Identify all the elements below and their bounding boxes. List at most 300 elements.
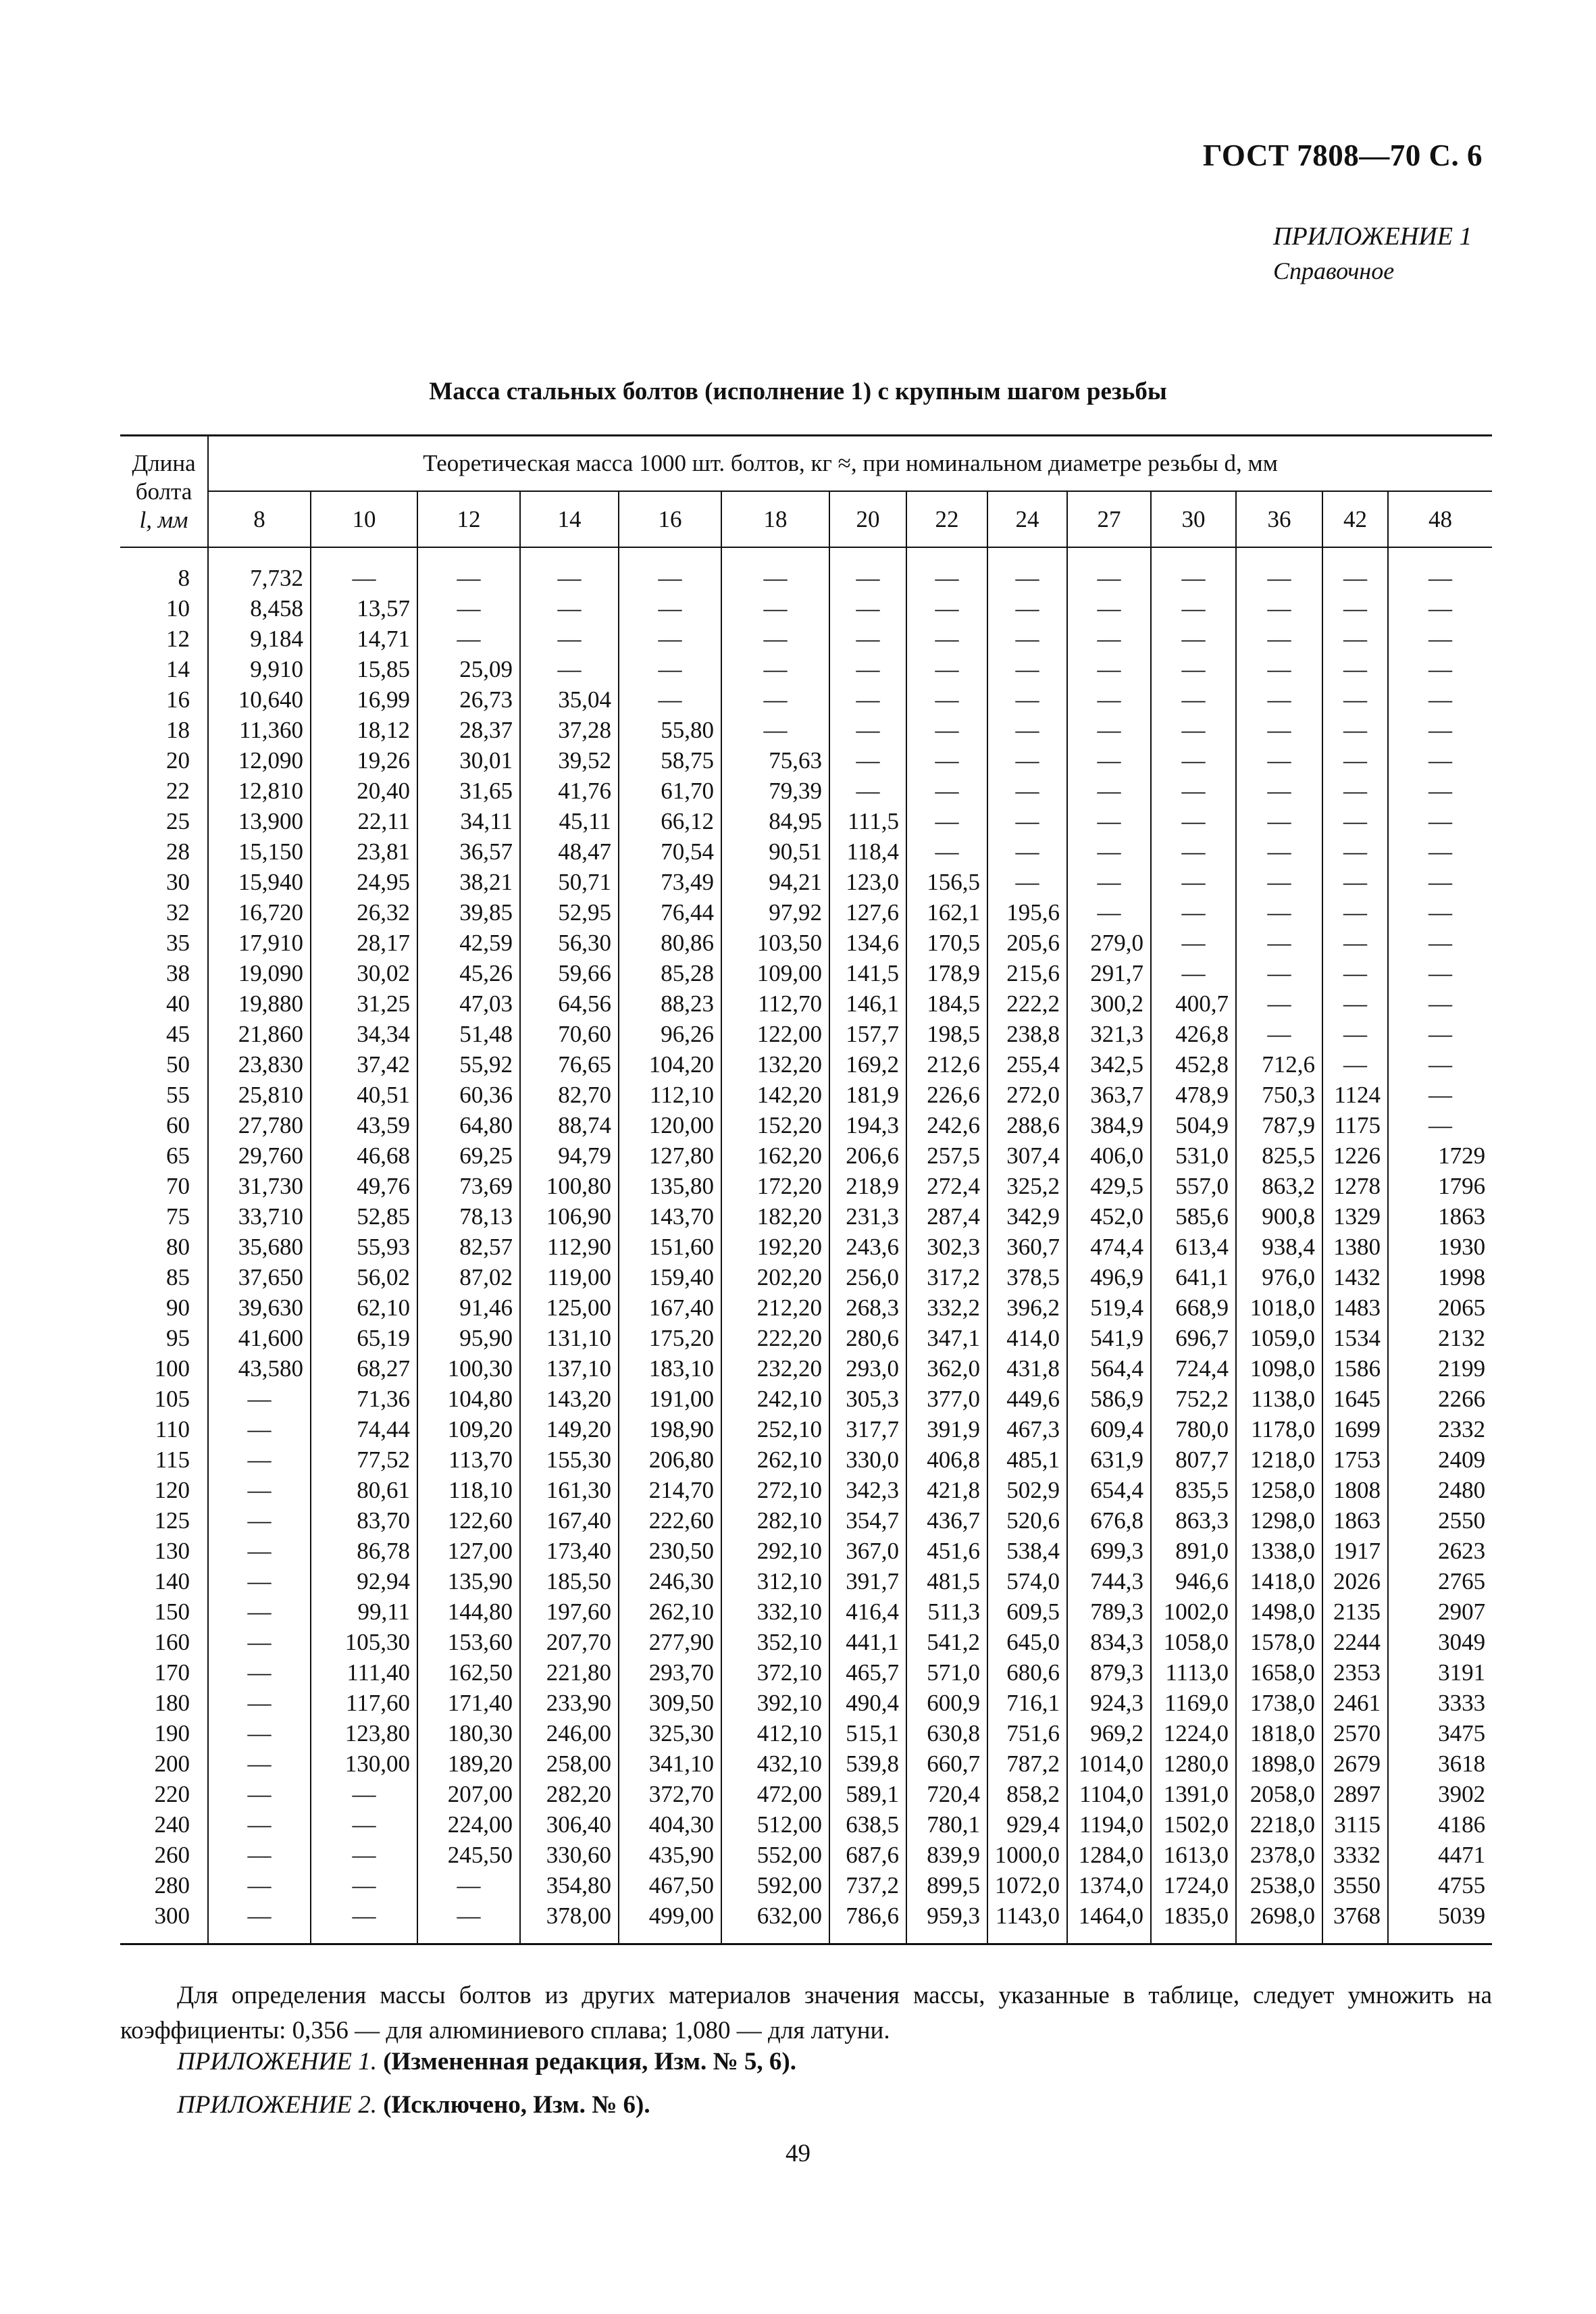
- length-cell: 95: [166, 1325, 190, 1351]
- mass-cell: 2679: [1322, 1749, 1388, 1779]
- mass-cell: 609,5: [987, 1596, 1067, 1627]
- mass-cell: —: [1322, 593, 1388, 624]
- table-row: [120, 1414, 1492, 1444]
- mass-cell: 68,27: [311, 1353, 417, 1384]
- mass-cell: 161,30: [520, 1475, 619, 1505]
- table-row: [120, 958, 1492, 988]
- mass-cell: 4755: [1388, 1870, 1492, 1901]
- mass-cell: 400,7: [1151, 988, 1236, 1019]
- mass-cell: 95,90: [417, 1323, 520, 1353]
- mass-cell: 2026: [1322, 1566, 1388, 1596]
- length-cell: 105: [154, 1386, 190, 1412]
- mass-cell: —: [829, 654, 906, 684]
- mass-cell: 69,25: [417, 1140, 520, 1171]
- mass-cell: 41,600: [208, 1323, 311, 1353]
- mass-cell: 222,60: [619, 1505, 721, 1536]
- mass-cell: 119,00: [520, 1262, 619, 1292]
- mass-cell: 1658,0: [1236, 1657, 1322, 1688]
- mass-cell: —: [1151, 867, 1236, 897]
- table-row: [120, 684, 1492, 715]
- mass-cell: 1000,0: [987, 1840, 1067, 1870]
- mass-cell: 61,70: [619, 776, 721, 806]
- table-row: [120, 928, 1492, 958]
- mass-cell: 47,03: [417, 988, 520, 1019]
- mass-cell: —: [208, 1627, 311, 1657]
- table-row: [120, 806, 1492, 836]
- length-cell: 8: [178, 565, 190, 591]
- mass-cell: —: [208, 1444, 311, 1475]
- table-row: [120, 1536, 1492, 1566]
- mass-cell: —: [311, 1779, 417, 1809]
- mass-cell: 341,10: [619, 1749, 721, 1779]
- mass-cell: 863,2: [1236, 1171, 1322, 1201]
- length-cell: 220: [154, 1781, 190, 1807]
- mass-cell: 632,00: [721, 1901, 829, 1944]
- mass-cell: 280,6: [829, 1323, 906, 1353]
- table-row: [120, 1809, 1492, 1840]
- mass-cell: 2461: [1322, 1688, 1388, 1718]
- mass-cell: 724,4: [1151, 1353, 1236, 1384]
- mass-cell: 100,30: [417, 1353, 520, 1384]
- mass-cell: 392,10: [721, 1688, 829, 1718]
- mass-cell: 144,80: [417, 1596, 520, 1627]
- mass-cell: 9,184: [208, 624, 311, 654]
- mass-cell: 1645: [1322, 1384, 1388, 1414]
- mass-cell: 262,10: [721, 1444, 829, 1475]
- table-row: [120, 1292, 1492, 1323]
- mass-cell: 49,76: [311, 1171, 417, 1201]
- appendix-note-2-label: ПРИЛОЖЕНИЕ 2.: [177, 2091, 377, 2119]
- length-cell: 25: [166, 808, 190, 834]
- mass-cell: —: [829, 624, 906, 654]
- mass-cell: —: [1236, 867, 1322, 897]
- mass-cell: 146,1: [829, 988, 906, 1019]
- mass-cell: 1898,0: [1236, 1749, 1322, 1779]
- mass-cell: 2244: [1322, 1627, 1388, 1657]
- table-row: [120, 1870, 1492, 1901]
- table-row: [120, 1657, 1492, 1688]
- mass-cell: —: [417, 1901, 520, 1944]
- mass-cell: 360,7: [987, 1232, 1067, 1262]
- mass-cell: 354,80: [520, 1870, 619, 1901]
- mass-cell: 78,13: [417, 1201, 520, 1232]
- mass-cell: —: [987, 836, 1067, 867]
- length-cell: 60: [166, 1112, 190, 1138]
- mass-cell: 377,0: [906, 1384, 987, 1414]
- mass-cell: —: [311, 1809, 417, 1840]
- mass-cell: 205,6: [987, 928, 1067, 958]
- mass-cell: 2266: [1388, 1384, 1492, 1414]
- mass-cell: —: [987, 776, 1067, 806]
- mass-cell: 2623: [1388, 1536, 1492, 1566]
- mass-cell: 45,11: [520, 806, 619, 836]
- mass-cell: —: [829, 547, 906, 593]
- mass-cell: 143,70: [619, 1201, 721, 1232]
- mass-cell: 39,85: [417, 897, 520, 928]
- mass-cell: 207,00: [417, 1779, 520, 1809]
- mass-cell: 73,69: [417, 1171, 520, 1201]
- mass-cell: 347,1: [906, 1323, 987, 1353]
- mass-cell: 1072,0: [987, 1870, 1067, 1901]
- mass-cell: 52,85: [311, 1201, 417, 1232]
- mass-cell: 291,7: [1067, 958, 1151, 988]
- mass-cell: 26,32: [311, 897, 417, 928]
- diameter-header: 42: [1322, 491, 1388, 547]
- mass-cell: 654,4: [1067, 1475, 1151, 1505]
- mass-cell: —: [1236, 1019, 1322, 1049]
- mass-cell: 34,11: [417, 806, 520, 836]
- mass-cell: 1338,0: [1236, 1536, 1322, 1566]
- table-caption: Масса стальных болтов (исполнение 1) с крупным шагом резьбы: [429, 378, 1167, 405]
- mass-cell: 2378,0: [1236, 1840, 1322, 1870]
- mass-cell: —: [906, 715, 987, 745]
- mass-cell: 135,80: [619, 1171, 721, 1201]
- mass-cell: 426,8: [1151, 1019, 1236, 1049]
- mass-cell: —: [1151, 593, 1236, 624]
- mass-cell: —: [987, 547, 1067, 593]
- mass-cell: 2065: [1388, 1292, 1492, 1323]
- mass-cell: —: [987, 745, 1067, 776]
- mass-cell: 531,0: [1151, 1140, 1236, 1171]
- mass-cell: 169,2: [829, 1049, 906, 1080]
- mass-cell: 272,4: [906, 1171, 987, 1201]
- mass-cell: —: [906, 776, 987, 806]
- length-cell: 14: [166, 656, 190, 682]
- mass-cell: 23,830: [208, 1049, 311, 1080]
- mass-cell: 34,34: [311, 1019, 417, 1049]
- mass-cell: 2409: [1388, 1444, 1492, 1475]
- mass-cell: 118,10: [417, 1475, 520, 1505]
- mass-cell: 43,59: [311, 1110, 417, 1140]
- mass-cell: —: [1388, 593, 1492, 624]
- mass-cell: 13,900: [208, 806, 311, 836]
- table-row: [120, 1475, 1492, 1505]
- mass-cell: 929,4: [987, 1809, 1067, 1840]
- mass-cell: 363,7: [1067, 1080, 1151, 1110]
- length-cell: 120: [154, 1477, 190, 1503]
- mass-cell: 51,48: [417, 1019, 520, 1049]
- mass-cell: —: [1151, 806, 1236, 836]
- mass-cell: 1143,0: [987, 1901, 1067, 1944]
- mass-cell: —: [1388, 806, 1492, 836]
- mass-cell: 118,4: [829, 836, 906, 867]
- mass-cell: 3902: [1388, 1779, 1492, 1809]
- mass-cell: —: [1236, 928, 1322, 958]
- mass-cell: 2058,0: [1236, 1779, 1322, 1809]
- mass-cell: 175,20: [619, 1323, 721, 1353]
- mass-cell: 1194,0: [1067, 1809, 1151, 1840]
- mass-cell: —: [417, 1870, 520, 1901]
- mass-cell: 342,3: [829, 1475, 906, 1505]
- mass-cell: 19,090: [208, 958, 311, 988]
- mass-cell: 354,7: [829, 1505, 906, 1536]
- mass-cell: 3191: [1388, 1657, 1492, 1688]
- mass-cell: 499,00: [619, 1901, 721, 1944]
- table-row: [120, 1688, 1492, 1718]
- mass-cell: 449,6: [987, 1384, 1067, 1414]
- mass-cell: 1002,0: [1151, 1596, 1236, 1627]
- mass-cell: —: [208, 1749, 311, 1779]
- mass-cell: 88,74: [520, 1110, 619, 1140]
- mass-cell: 162,1: [906, 897, 987, 928]
- mass-cell: 100,80: [520, 1171, 619, 1201]
- length-cell: 150: [154, 1599, 190, 1625]
- mass-cell: 134,6: [829, 928, 906, 958]
- mass-cell: 467,50: [619, 1870, 721, 1901]
- mass-cell: 1218,0: [1236, 1444, 1322, 1475]
- appendix-note-1-text: (Измененная редакция, Изм. № 5, 6).: [383, 2048, 796, 2076]
- mass-cell: 1058,0: [1151, 1627, 1236, 1657]
- mass-cell: 232,20: [721, 1353, 829, 1384]
- mass-cell: 631,9: [1067, 1444, 1151, 1475]
- mass-cell: 1018,0: [1236, 1292, 1322, 1323]
- table-row: [120, 1749, 1492, 1779]
- mass-cell: —: [1236, 715, 1322, 745]
- length-cell: 125: [154, 1507, 190, 1534]
- mass-cell: —: [1151, 547, 1236, 593]
- mass-cell: 222,2: [987, 988, 1067, 1019]
- mass-cell: —: [208, 1505, 311, 1536]
- length-cell: 170: [154, 1659, 190, 1686]
- mass-cell: —: [208, 1475, 311, 1505]
- mass-cell: 2135: [1322, 1596, 1388, 1627]
- mass-cell: —: [987, 624, 1067, 654]
- mass-cell: 302,3: [906, 1232, 987, 1262]
- mass-cell: 123,0: [829, 867, 906, 897]
- mass-cell: 391,7: [829, 1566, 906, 1596]
- length-cell: 22: [166, 778, 190, 804]
- mass-cell: 1699: [1322, 1414, 1388, 1444]
- appendix-note-1-label: ПРИЛОЖЕНИЕ 1.: [177, 2048, 377, 2076]
- mass-cell: —: [829, 776, 906, 806]
- mass-cell: —: [1236, 654, 1322, 684]
- mass-cell: 288,6: [987, 1110, 1067, 1140]
- mass-cell: —: [1388, 867, 1492, 897]
- table-row: [120, 1444, 1492, 1475]
- mass-cell: 10,640: [208, 684, 311, 715]
- mass-cell: 574,0: [987, 1566, 1067, 1596]
- mass-cell: 541,2: [906, 1627, 987, 1657]
- mass-cell: 502,9: [987, 1475, 1067, 1505]
- mass-cell: 25,810: [208, 1080, 311, 1110]
- length-cell: 240: [154, 1811, 190, 1838]
- table-row: [120, 715, 1492, 745]
- mass-cell: 3332: [1322, 1840, 1388, 1870]
- table-row: [120, 1384, 1492, 1414]
- mass-cell: 362,0: [906, 1353, 987, 1384]
- mass-cell: —: [721, 547, 829, 593]
- mass-cell: 737,2: [829, 1870, 906, 1901]
- mass-cell: 586,9: [1067, 1384, 1151, 1414]
- mass-cell: 22,11: [311, 806, 417, 836]
- length-header-line-1: Длина: [132, 449, 196, 476]
- mass-cell: 26,73: [417, 684, 520, 715]
- mass-cell: 28,37: [417, 715, 520, 745]
- mass-cell: 27,780: [208, 1110, 311, 1140]
- mass-cell: —: [1322, 867, 1388, 897]
- mass-cell: 3618: [1388, 1749, 1492, 1779]
- mass-cell: 75,63: [721, 745, 829, 776]
- mass-cell: 1284,0: [1067, 1840, 1151, 1870]
- mass-cell: —: [987, 715, 1067, 745]
- length-header-line-2: болта: [135, 478, 192, 505]
- mass-cell: 55,80: [619, 715, 721, 745]
- mass-cell: 246,30: [619, 1566, 721, 1596]
- length-cell: 35: [166, 930, 190, 956]
- table-row: [120, 1627, 1492, 1657]
- mass-cell: —: [208, 1840, 311, 1870]
- mass-cell: 1613,0: [1151, 1840, 1236, 1870]
- mass-cell: —: [1236, 745, 1322, 776]
- mass-cell: 306,40: [520, 1809, 619, 1840]
- length-cell: 140: [154, 1568, 190, 1594]
- mass-cell: 589,1: [829, 1779, 906, 1809]
- length-cell: 10: [166, 595, 190, 622]
- mass-cell: 40,51: [311, 1080, 417, 1110]
- mass-cell: 557,0: [1151, 1171, 1236, 1201]
- mass-cell: 900,8: [1236, 1201, 1322, 1232]
- mass-cell: —: [1388, 836, 1492, 867]
- mass-cell: —: [1236, 776, 1322, 806]
- mass-cell: 91,46: [417, 1292, 520, 1323]
- mass-cell: 46,68: [311, 1140, 417, 1171]
- mass-cell: 94,79: [520, 1140, 619, 1171]
- mass-cell: 1391,0: [1151, 1779, 1236, 1809]
- length-cell: 85: [166, 1264, 190, 1290]
- mass-cell: 342,5: [1067, 1049, 1151, 1080]
- mass-cell: 321,3: [1067, 1019, 1151, 1049]
- mass-cell: —: [1322, 547, 1388, 593]
- mass-cell: —: [1322, 806, 1388, 836]
- mass-cell: 272,10: [721, 1475, 829, 1505]
- length-cell: 28: [166, 838, 190, 865]
- mass-cell: 16,99: [311, 684, 417, 715]
- bolt-mass-table: [120, 434, 1492, 1945]
- mass-cell: 1258,0: [1236, 1475, 1322, 1505]
- mass-cell: 1432: [1322, 1262, 1388, 1292]
- length-cell: 16: [166, 686, 190, 713]
- mass-cell: 246,00: [520, 1718, 619, 1749]
- mass-cell: 30,01: [417, 745, 520, 776]
- mass-cell: 43,580: [208, 1353, 311, 1384]
- mass-cell: 786,6: [829, 1901, 906, 1944]
- mass-cell: 55,92: [417, 1049, 520, 1080]
- mass-cell: 3550: [1322, 1870, 1388, 1901]
- mass-cell: 325,2: [987, 1171, 1067, 1201]
- length-cell: 90: [166, 1294, 190, 1321]
- mass-cell: 325,30: [619, 1718, 721, 1749]
- mass-cell: 406,0: [1067, 1140, 1151, 1171]
- table-row: [120, 836, 1492, 867]
- mass-cell: 485,1: [987, 1444, 1067, 1475]
- mass-cell: 467,3: [987, 1414, 1067, 1444]
- mass-cell: 206,80: [619, 1444, 721, 1475]
- mass-cell: 106,90: [520, 1201, 619, 1232]
- mass-cell: 127,00: [417, 1536, 520, 1566]
- mass-cell: —: [1388, 654, 1492, 684]
- mass-cell: 258,00: [520, 1749, 619, 1779]
- mass-cell: 478,9: [1151, 1080, 1236, 1110]
- mass-cell: 141,5: [829, 958, 906, 988]
- mass-cell: 36,57: [417, 836, 520, 867]
- mass-cell: 109,20: [417, 1414, 520, 1444]
- mass-cell: 104,80: [417, 1384, 520, 1414]
- mass-cell: 215,6: [987, 958, 1067, 988]
- mass-cell: —: [208, 1657, 311, 1688]
- mass-cell: 8,458: [208, 593, 311, 624]
- table-row: [120, 988, 1492, 1019]
- mass-cell: 262,10: [619, 1596, 721, 1627]
- mass-cell: —: [1151, 928, 1236, 958]
- diameter-header: 30: [1151, 491, 1236, 547]
- mass-cell: 1380: [1322, 1232, 1388, 1262]
- mass-cell: —: [208, 1809, 311, 1840]
- mass-cell: 159,40: [619, 1262, 721, 1292]
- diameter-header: 8: [208, 491, 311, 547]
- length-cell: 45: [166, 1021, 190, 1047]
- length-header-line-3: l, мм: [139, 506, 188, 533]
- mass-cell: 31,730: [208, 1171, 311, 1201]
- mass-cell: —: [311, 1870, 417, 1901]
- mass-cell: 4186: [1388, 1809, 1492, 1840]
- mass-cell: —: [987, 867, 1067, 897]
- mass-cell: 11,360: [208, 715, 311, 745]
- mass-cell: 109,00: [721, 958, 829, 988]
- mass-cell: —: [1151, 897, 1236, 928]
- mass-cell: 243,6: [829, 1232, 906, 1262]
- mass-cell: 195,6: [987, 897, 1067, 928]
- mass-cell: —: [417, 624, 520, 654]
- mass-cell: 122,60: [417, 1505, 520, 1536]
- mass-cell: —: [829, 684, 906, 715]
- table-row: [120, 867, 1492, 897]
- mass-cell: 157,7: [829, 1019, 906, 1049]
- mass-cell: 976,0: [1236, 1262, 1322, 1292]
- mass-cell: 1374,0: [1067, 1870, 1151, 1901]
- mass-cell: 73,49: [619, 867, 721, 897]
- mass-cell: 38,21: [417, 867, 520, 897]
- mass-cell: —: [906, 624, 987, 654]
- mass-cell: 120,00: [619, 1110, 721, 1140]
- mass-cell: —: [1236, 624, 1322, 654]
- mass-cell: 282,10: [721, 1505, 829, 1536]
- mass-cell: 14,71: [311, 624, 417, 654]
- mass-cell: —: [208, 1566, 311, 1596]
- mass-cell: —: [1151, 836, 1236, 867]
- mass-cell: 31,65: [417, 776, 520, 806]
- mass-cell: 256,0: [829, 1262, 906, 1292]
- mass-cell: 3049: [1388, 1627, 1492, 1657]
- mass-cell: 103,50: [721, 928, 829, 958]
- mass-cell: 317,7: [829, 1414, 906, 1444]
- mass-cell: 242,6: [906, 1110, 987, 1140]
- mass-cell: 787,2: [987, 1749, 1067, 1779]
- mass-cell: 2480: [1388, 1475, 1492, 1505]
- mass-cell: —: [1067, 897, 1151, 928]
- mass-cell: —: [1151, 715, 1236, 745]
- table-row: [120, 547, 1492, 593]
- mass-cell: —: [311, 1901, 417, 1944]
- mass-cell: 330,60: [520, 1840, 619, 1870]
- mass-cell: —: [208, 1870, 311, 1901]
- mass-cell: 231,3: [829, 1201, 906, 1232]
- mass-cell: —: [208, 1596, 311, 1627]
- mass-cell: 2570: [1322, 1718, 1388, 1749]
- mass-cell: 37,28: [520, 715, 619, 745]
- mass-cell: 1724,0: [1151, 1870, 1236, 1901]
- mass-cell: 15,85: [311, 654, 417, 684]
- mass-cell: 185,50: [520, 1566, 619, 1596]
